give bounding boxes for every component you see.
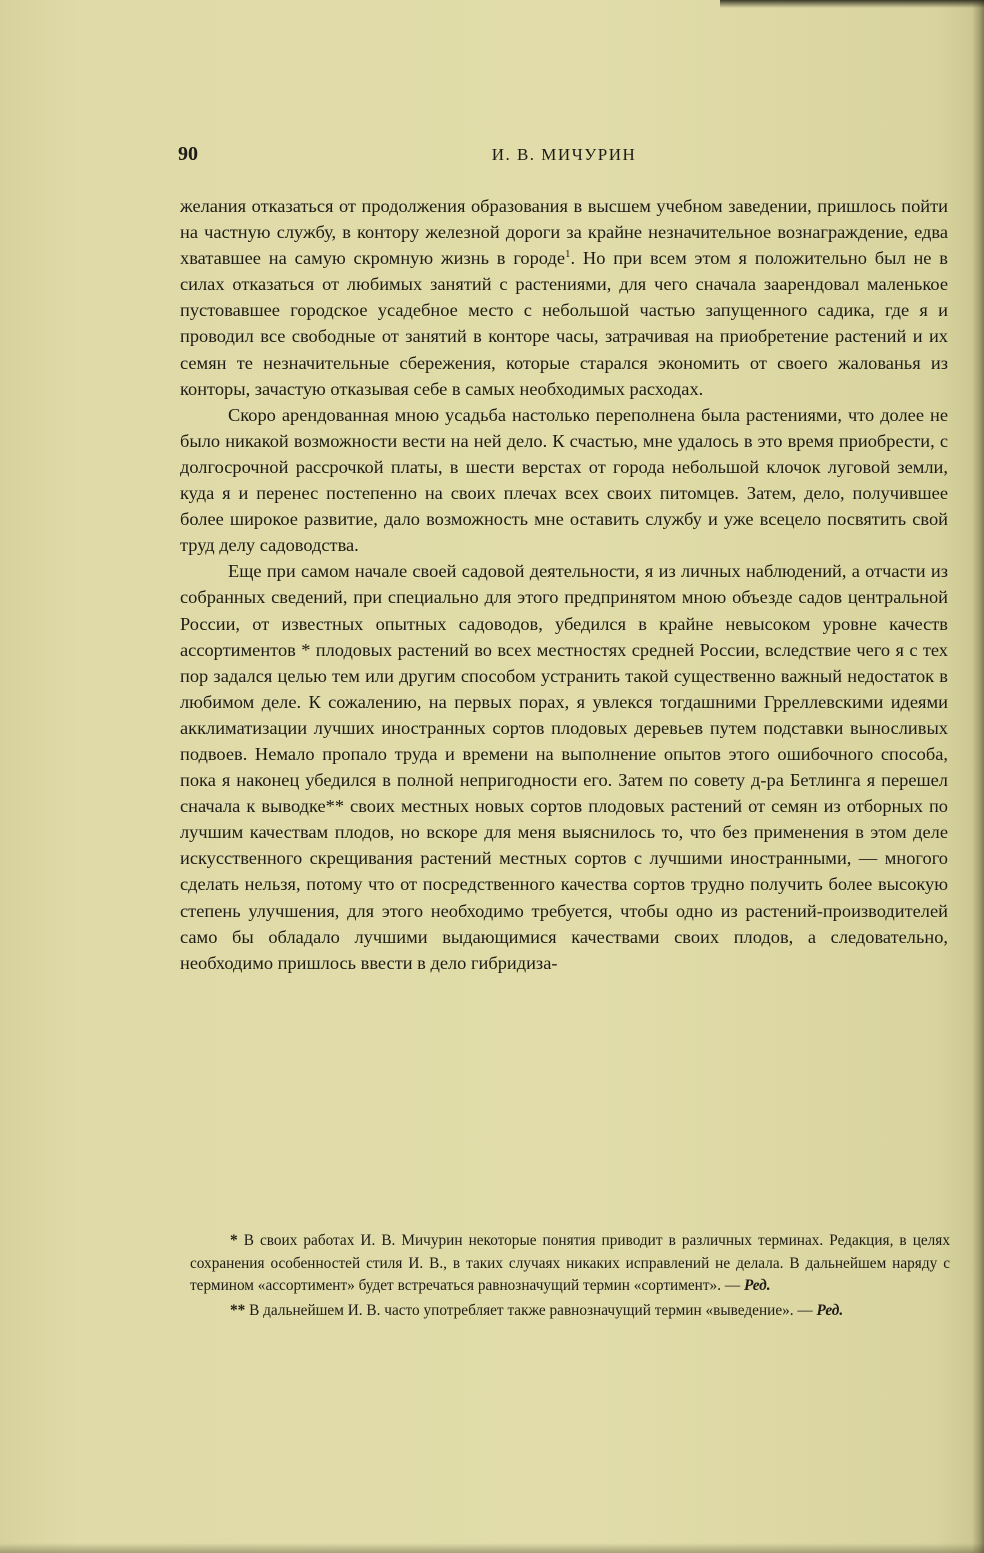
scan-edge-right: [972, 0, 984, 1553]
main-text: [180, 193, 948, 976]
scan-edge-top: [720, 0, 984, 8]
footnote-ref-1: 1: [565, 248, 571, 261]
running-head: И. В. МИЧУРИН: [491, 145, 637, 164]
footnote-1-text: В своих работах И. В. Мичурин некоторые понятия приводит в различных терминах. Редакция, в целях сохранения особенностей стиля И. В., в таких случаях никаких исправлений не делала. В дальнейшем наряду с термином «ассортимент» будет встречаться равнозначущий термин «сортимент». —: [190, 1232, 950, 1295]
scan-edge-bottom: [0, 1543, 984, 1553]
paragraph-1-end: . Но при всем этом я положительно был не в силах отказаться от любимых занятий с растениями, для чего сначала заарендовал маленькое пустовавшее городское усадебное место с небольшой частью запущенного садика, где я и проводил все свободные от занятий в конторе часы, затрачивая на приобретение растений и их семян те незначительные сбережения, которые старался экономить от своего жалованья из конторы, зачастую отказывая себе в самых необходимых расходах.: [180, 248, 948, 399]
page-header: [178, 143, 950, 169]
footnote-1: [190, 1230, 950, 1298]
page-number: 90: [178, 143, 198, 165]
footnote-2-marker: **: [230, 1302, 246, 1320]
footnote-2: [190, 1300, 950, 1323]
footnote-1-marker: *: [230, 1232, 238, 1249]
paragraph-3: Еще при самом начале своей садовой деятельности, я из личных наблюдений, а отчасти из собранных сведений, при специально для этого предпринятом мною объезде садов центральной России, от известных опытных садоводов, убедился в крайне невысоком уровне качеств ассортиментов * плодовых растений во всех местностях средней России, вследствие чего я с тех пор задался целью тем или другим способом устранить такой существенно важный недостаток в любимом деле. К сожалению, на первых порах, я увлекся тогдашними Грреллевскими идеями акклиматизации лучших иностранных сортов плодовых деревьев путем подставки выносливых подвоев. Немало пропало труда и времени на выполнение опытов этого ошибочного способа, пока я наконец убедился в полной непригодности его. Затем по совету д-ра Бетлинга я перешел сначала к выводке** своих местных новых сортов плодовых растений от семян из отборных по лучшим качествам плодов, но вскоре для меня выяснилось то, что без применения в этом деле искусственного скрещивания растений местных сортов с лучшими иностранными, — многого сделать нельзя, потому что от посредственного качества сортов трудно получить более высокую степень улучшения, для этого необходимо требуется, чтобы одно из растений-производителей само бы обладало лучшими выдающимися качествами своих плодов, а следовательно, необходимо пришлось ввести в дело гибридиза-: [180, 561, 948, 973]
footnotes: [190, 1230, 950, 1325]
footnote-2-sign: Ред.: [816, 1302, 844, 1320]
paragraph-2: Скоро арендованная мною усадьба настолько переполнена была растениями, что долее не было никакой возможности вести на ней дело. К счастью, мне удалось в это время приобрести, с долгосрочной рассрочкой платы, в шести верстах от города небольшой клочок луговой земли, куда я и перенес постепенно на своих плечах всех своих питомцев. Затем, дело, получившее более широкое развитие, дало возможность мне оставить службу и уже всецело посвятить свой труд делу садоводства.: [180, 404, 948, 556]
paragraph-1-start: желания отказаться от продолжения образования в высшем учебном заведении, пришлось пойти на частную службу, в контору железной дороги за крайне незначительное вознаграждение, едва хватавшее на самую скромную жизнь в городе: [180, 196, 948, 269]
footnote-2-text: В дальнейшем И. В. часто употребляет также равнозначущий термин «выведение». —: [249, 1302, 813, 1320]
paragraph-1: [180, 193, 948, 402]
footnote-1-sign: Ред.: [743, 1277, 771, 1295]
